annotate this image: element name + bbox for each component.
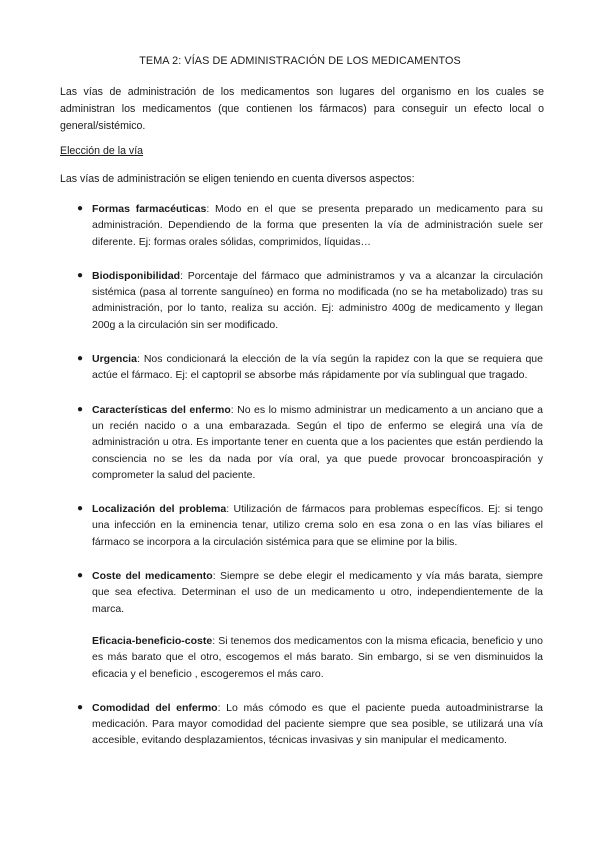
item-term: Comodidad del enfermo bbox=[92, 701, 218, 714]
item-text: : Utilización de fármacos para problemas específicos. Ej: si tengo una infección en la eminencia tenar, utilizo crema solo en esa zona o en las vías biliares el fármaco se incorpora a la circulación sistémica para que se elimine por la bilis. bbox=[92, 503, 543, 548]
bullet-icon: ● bbox=[77, 570, 84, 582]
sub-text: : Si tenemos dos medicamentos con la misma eficacia, beneficio y uno es más barato que el otro, escogemos el más barato. Sin embargo, si se ven disminuidos la eficacia y el beneficio , escogeremos el más caro. bbox=[92, 634, 543, 680]
bullet-icon: ● bbox=[77, 403, 84, 415]
section-intro: Las vías de administración se eligen teniendo en cuenta diversos aspectos: bbox=[60, 173, 415, 185]
bullet-icon: ● bbox=[77, 203, 84, 214]
item-text: : Lo más cómodo es que el paciente pueda autoadministrarse la medicación. Para mayor comodidad del paciente siempre que sea posible, se utilizará una vía accesible, evitando desplazamientos, técnicas invasivas y sin manipular el medicamento. bbox=[92, 701, 543, 747]
item-text: : Siempre se debe elegir el medicamento y vía más barata, siempre que sea efectiva. Determinan el uso de un medicamento u otro, independientemente de la marca. bbox=[92, 570, 543, 615]
item-text: : Nos condicionará la elección de la vía según la rapidez con la que se requiera que actúe el fármaco. Ej: el captopril se absorbe más rápidamente por vía sublingual que tragado. bbox=[92, 353, 543, 382]
bullet-icon: ● bbox=[77, 269, 84, 281]
intro-paragraph: Las vías de administración de los medicamentos son lugares del organismo en los cuales se administran los medicamentos (que contienen los fármacos) para conseguir un efecto local o general/sistémico. bbox=[60, 86, 544, 133]
item-term: Formas farmacéuticas bbox=[92, 203, 207, 215]
bullet-icon: ● bbox=[77, 701, 84, 713]
item-term: Coste del medicamento bbox=[92, 570, 213, 583]
item-term: Características del enfermo bbox=[92, 403, 231, 416]
item-term: Biodisponibilidad bbox=[92, 269, 181, 282]
section-heading: Elección de la vía bbox=[60, 145, 144, 157]
list-item bbox=[77, 268, 543, 333]
list-item bbox=[77, 402, 543, 483]
bullet-icon: ● bbox=[77, 503, 84, 515]
list-item bbox=[77, 568, 543, 682]
sub-term: Eficacia-beneficio-coste bbox=[92, 634, 213, 647]
sub-paragraph bbox=[92, 633, 543, 682]
item-text: : No es lo mismo administrar un medicamento a un anciano que a un recién nacido o a una embarazada. Según el tipo de enfermo se elegirá una vía de administración u otra. Es importante tener en cuenta que a los pacientes que están perdiendo la consciencia no se les da nada por vía oral, ya que puede provocar broncoaspiración y comprometer la salud del paciente. bbox=[92, 403, 543, 481]
bullet-icon: ● bbox=[77, 353, 84, 365]
item-text: : Modo en el que se presenta preparado un medicamento para su administración. Dependiendo de la forma que presenten la vía de administración suele ser diferente. Ej: formas orales sólidas, comprimidos, líquidas… bbox=[92, 203, 543, 248]
list-item bbox=[77, 201, 543, 250]
list-item bbox=[77, 351, 543, 384]
item-term: Localización del problema bbox=[92, 503, 227, 516]
page-title: TEMA 2: VÍAS DE ADMINISTRACIÓN DE LOS MEDICAMENTOS bbox=[139, 55, 461, 67]
item-text: : Porcentaje del fármaco que administramos y va a alcanzar la circulación sistémica (pasa al torrente sanguíneo) en forma no modificada (no se ha metabolizado) tras su administración, por lo tanto, realiza su acción. Ej: administro 400g de medicamento y llegan 200g a la circulación sin ser modificado. bbox=[92, 269, 543, 331]
criteria-list bbox=[0, 201, 600, 767]
item-term: Urgencia bbox=[92, 353, 137, 366]
list-item bbox=[77, 501, 543, 550]
list-item bbox=[77, 700, 543, 749]
